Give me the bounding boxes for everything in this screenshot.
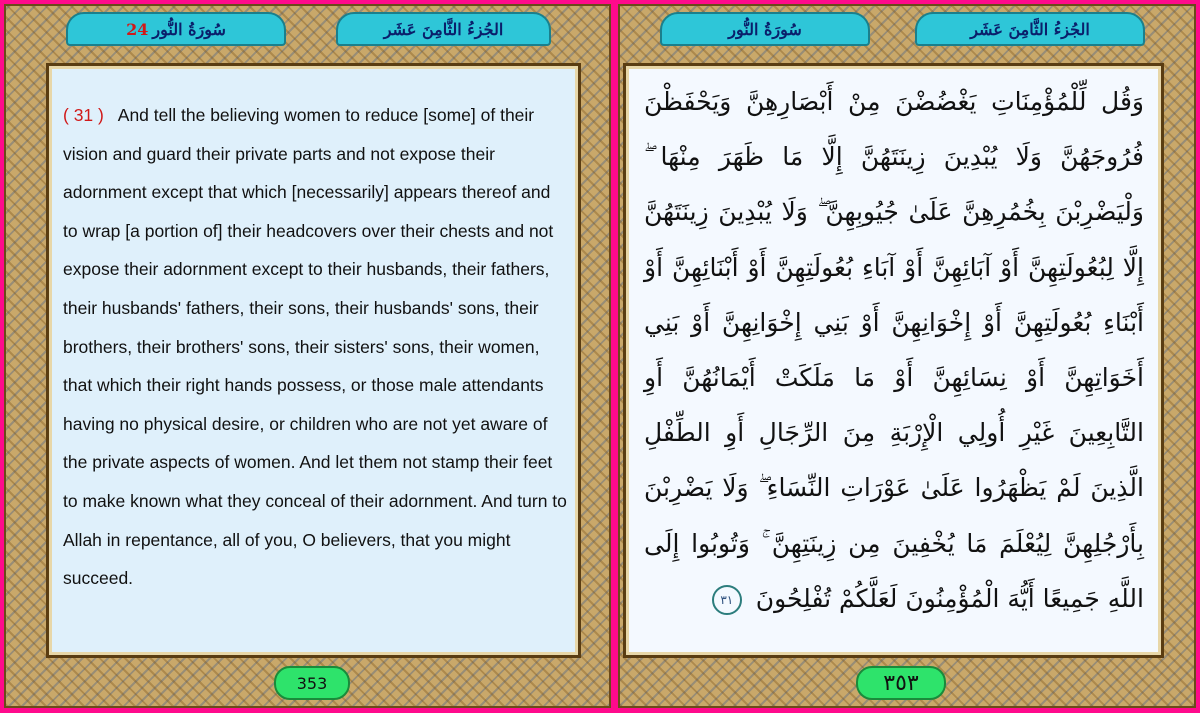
juz-header (915, 12, 1145, 46)
surah-name: سُورَةُ النُّور (152, 19, 226, 39)
arabic-verse-text: وَقُل لِّلْمُؤْمِنَاتِ يَغْضُضْنَ مِنْ أَبْصَارِهِنَّ وَيَحْفَظْنَ فُرُوجَهُنَّ وَلَا يُبْدِينَ زِينَتَهُنَّ إِلَّا مَا ظَهَرَ مِنْهَا ۖ وَلْيَضْرِبْنَ بِخُمُرِهِنَّ عَلَىٰ جُيُوبِهِنَّ ۖ وَلَا يُبْدِينَ زِينَتَهُنَّ إِلَّا لِبُعُولَتِهِنَّ أَوْ آبَائِهِنَّ أَوْ آبَاءِ بُعُولَتِهِنَّ أَوْ أَبْنَائِهِنَّ أَوْ أَبْنَاءِ بُعُولَتِهِنَّ أَوْ إِخْوَانِهِنَّ أَوْ بَنِي إِخْوَانِهِنَّ أَوْ بَنِي أَخَوَاتِهِنَّ أَوْ نِسَائِهِنَّ أَوْ مَا مَلَكَتْ أَيْمَانُهُنَّ أَوِ التَّابِعِينَ غَيْرِ أُولِي الْإِرْبَةِ مِنَ الرِّجَالِ أَوِ الطِّفْلِ الَّذِينَ لَمْ يَظْهَرُوا عَلَىٰ عَوْرَاتِ النِّسَاءِ ۖ وَلَا يَضْرِبْنَ بِأَرْجُلِهِنَّ لِيُعْلَمَ مَا يُخْفِينَ مِن زِينَتِهِنَّ ۚ وَتُوبُوا إِلَى اللَّهِ جَمِيعًا أَيُّهَ الْمُؤْمِنُونَ لَعَلَّكُمْ تُفْلِحُونَ (644, 87, 1144, 613)
juz-name: الجُزءُ الثَّامِنَ عَشَر (970, 19, 1090, 39)
surah-header (66, 12, 286, 46)
page-number-badge[interactable] (856, 666, 946, 700)
ayah-end-marker: ٣١ (712, 585, 742, 615)
page-number: ٣٥٣ (883, 670, 919, 696)
juz-header (336, 12, 551, 46)
surah-number: 24 (126, 19, 149, 39)
left-page (4, 4, 611, 708)
arabic-text-block (644, 74, 1144, 626)
page-number: 353 (296, 673, 328, 693)
surah-header (660, 12, 870, 46)
surah-name: سُورَةُ النُّور (728, 19, 802, 39)
verse-number-value: 31 (73, 105, 94, 125)
page-number-badge[interactable] (274, 666, 350, 700)
translation-panel (46, 63, 581, 658)
translation-text-block (63, 96, 568, 598)
arabic-panel (623, 63, 1164, 658)
right-page (618, 4, 1196, 708)
juz-name: الجُزءُ الثَّامِنَ عَشَر (383, 19, 504, 39)
translation-text: And tell the believing women to reduce [some] of their vision and guard their private parts and not expose their adornment except that which [necessarily] appears thereof and to wrap [a portion of] their headcovers over their chests and not expose their adornment except to their husbands, their fathers, their husbands' fathers, their sons, their husbands' sons, their brothers, their brothers' sons, their sisters' sons, their women, that which their right hands possess, or those male attendants having no physical desire, or children who are not yet aware of the private aspects of women. And let them not stamp their feet to make known what they conceal of their adornment. And turn to Allah in repentance, all of you, O believers, that you might succeed. (63, 105, 567, 589)
verse-number: ( 31 ) (63, 105, 104, 125)
